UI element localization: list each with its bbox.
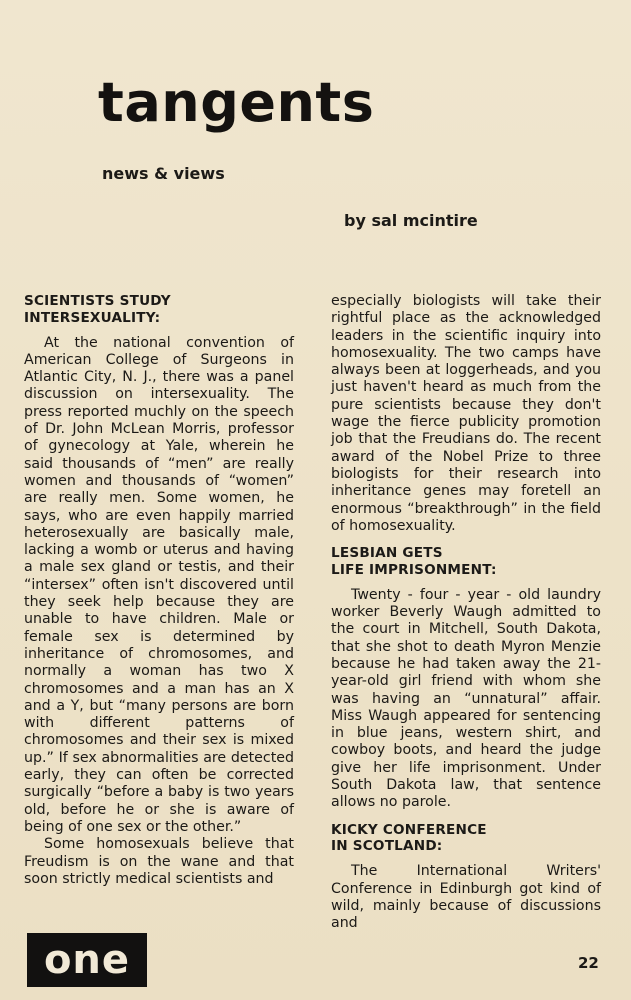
section-heading-intersexuality [24,293,294,327]
section-heading-lesbian-imprisonment [331,545,601,579]
heading-line: INTERSEXUALITY: [24,309,161,326]
article-paragraph: Twenty - four - year - old laundry worker Beverly Waugh admitted to the court in Mitchell, South Dakota, that she shot to death Myron Menzie because he had taken away the 21-year-old girl friend with whom she was having an “unnatural” affair. Miss Waugh appeared for sentencing in blue jeans, western shirt, and cowboy boots, and heard the judge give her life imprisonment. Under South Dakota law, that sentence allows no parole. [331,586,601,811]
column-title: tangents [98,71,375,134]
logo-text: one [43,937,131,983]
heading-line: SCIENTISTS STUDY [24,293,171,309]
heading-line: LESBIAN GETS [331,545,443,562]
section-heading-scotland-conference [331,822,601,856]
heading-line: LIFE IMPRISONMENT: [331,561,497,578]
article-paragraph: Some homosexuals believe that Freudism is on the wane and that soon strictly medical scientists and [24,836,294,887]
one-magazine-logo [27,933,147,987]
heading-line: IN SCOTLAND: [331,838,443,855]
article-paragraph: The International Writers' Conference in Edinburgh got kind of wild, mainly because of discussions and [331,863,601,932]
author-byline: by sal mcintire [344,211,478,230]
heading-line: KICKY CONFERENCE [331,821,487,838]
article-paragraph: especially biologists will take their rightful place as the acknowledged leaders in the scientific inquiry into homosexuality. The two camps have always been at loggerheads, and you just haven't heard as much from the pure scientists because they don't wage the fierce publicity promotion job that the Freudians do. The recent award of the Nobel Prize to three biologists for their research into inheritance genes may foretell an enormous “breakthrough” in the field of homosexuality. [331,293,601,534]
right-column [331,293,601,932]
column-subtitle: news & views [102,164,225,183]
page-number: 22 [578,954,599,972]
article-paragraph: At the national convention of American College of Surgeons in Atlantic City, N. J., there was a panel discussion on intersexuality. The press reported muchly on the speech of Dr. John McLean Morris, professor of gynecology at Yale, wherein he said thousands of “men” are really women and thousands of “women” are really men. Some women, he says, who are even happily married heterosexually are basically male, lacking a womb or uterus and having a male sex gland or testis, and their “intersex” often isn't discovered until they seek help because they are unable to have children. Male or female sex is determined by inheritance of chromosomes, and normally a woman has two X chromosomes and a man has an X and a Y, but “many persons are born with different patterns of chromosomes and their sex is mixed up.” If sex abnormalities are detected early, they can often be corrected surgically “before a baby is two years old, before he or she is aware of being of one sex or the other.” [24,334,294,835]
left-column [24,293,294,888]
